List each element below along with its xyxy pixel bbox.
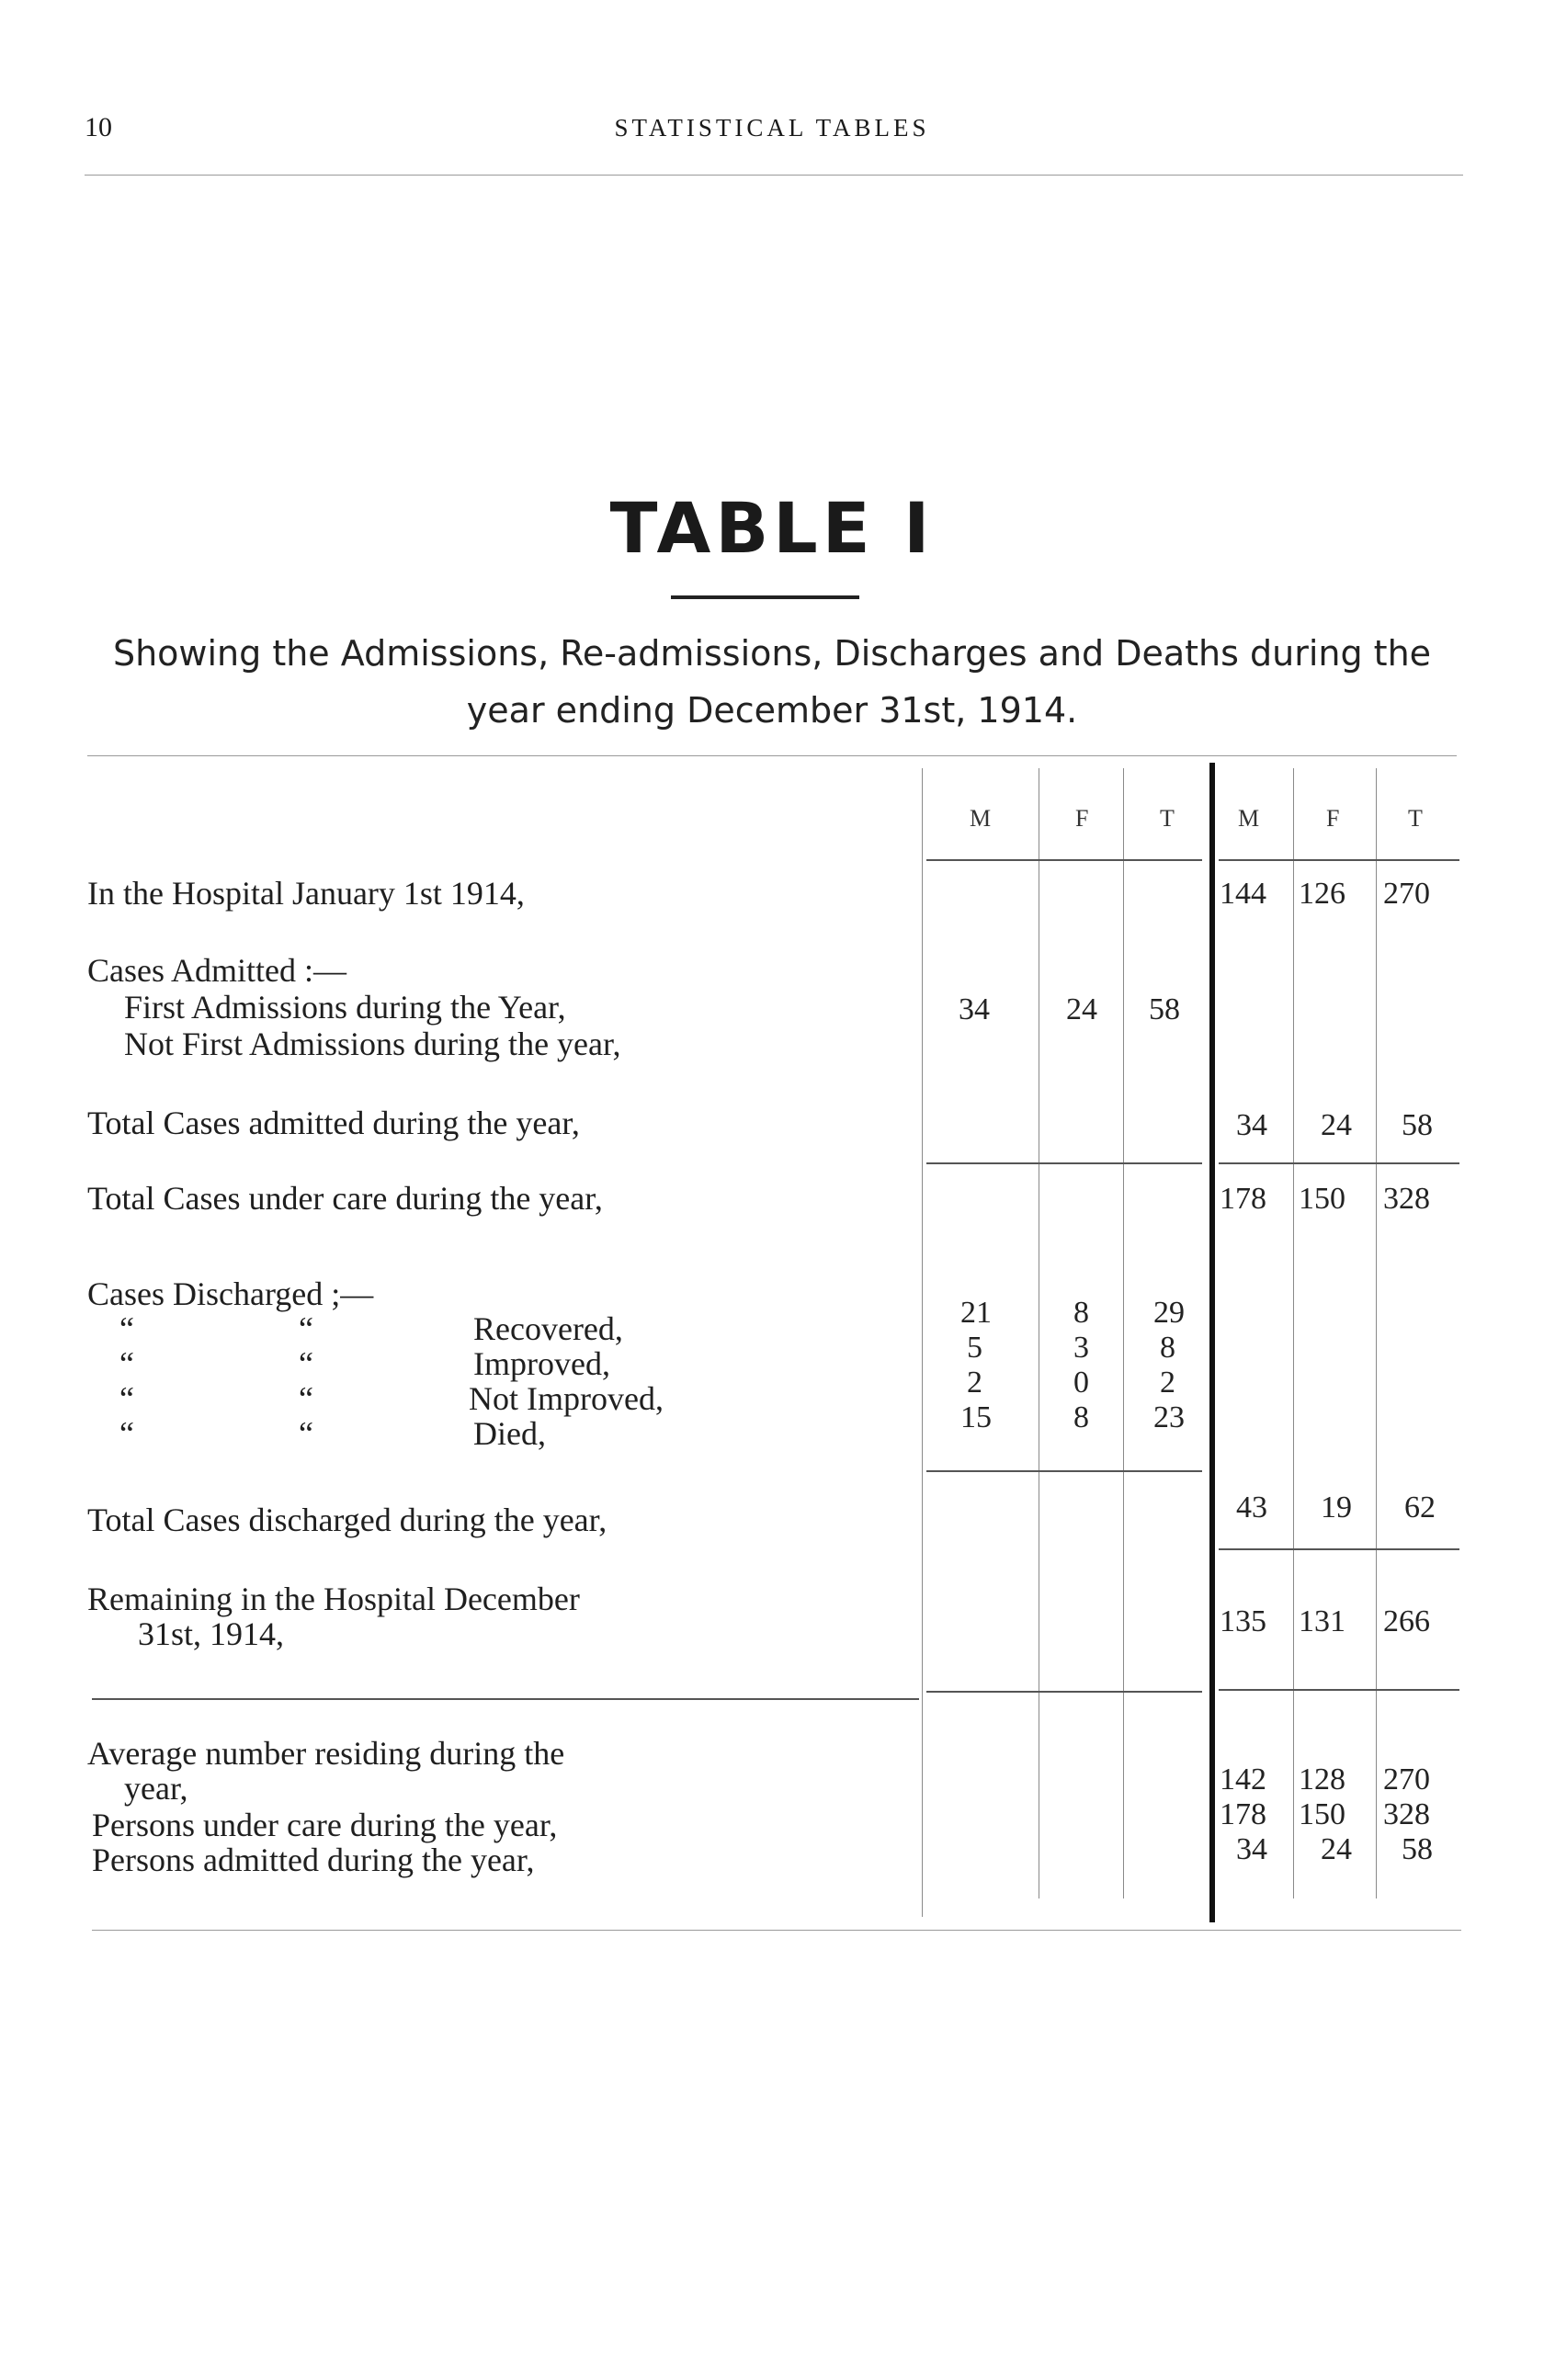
died-m: 15 xyxy=(960,1400,992,1434)
improved-t: 8 xyxy=(1160,1331,1175,1365)
rule-under-admitted-right xyxy=(1219,1162,1459,1164)
col-divider-m2 xyxy=(1293,768,1294,1898)
discharged-f: 19 xyxy=(1321,1490,1352,1524)
running-title: STATISTICAL TABLES xyxy=(614,114,930,142)
persons-care-m: 178 xyxy=(1220,1797,1266,1831)
died-t: 23 xyxy=(1153,1400,1185,1434)
header-underline-left xyxy=(926,859,1202,861)
remaining-m: 135 xyxy=(1220,1604,1266,1638)
row-label-total-admitted: Total Cases admitted during the year, xyxy=(87,1105,580,1141)
average-m: 142 xyxy=(1220,1762,1266,1796)
not-improved-f: 0 xyxy=(1073,1366,1089,1400)
table-bottom-rule xyxy=(92,1930,1461,1931)
row-label-persons-admitted: Persons admitted during the year, xyxy=(92,1842,535,1878)
col-header-m2: M xyxy=(1238,805,1260,832)
subtitle-line-2: year ending December 31st, 1914. xyxy=(466,690,1078,731)
row-label-recovered: Recovered, xyxy=(473,1310,623,1347)
rule-under-admitted-left xyxy=(926,1162,1202,1164)
col-divider-f1 xyxy=(1123,768,1124,1898)
rule-separator-right xyxy=(1219,1689,1459,1691)
page-number: 10 xyxy=(85,112,112,142)
ditto-mark: “ xyxy=(299,1415,313,1452)
total-admitted-f: 24 xyxy=(1321,1108,1352,1142)
persons-care-f: 150 xyxy=(1299,1797,1345,1831)
in-hospital-t: 270 xyxy=(1383,877,1430,911)
row-label-not-first-admissions: Not First Admissions during the year, xyxy=(124,1026,621,1062)
remaining-f: 131 xyxy=(1299,1604,1345,1638)
ditto-mark: “ xyxy=(119,1380,134,1417)
row-label-not-improved: Not Improved, xyxy=(469,1380,664,1417)
subtitle-line-1: Showing the Admissions, Re-admissions, Discharges and Deaths during the xyxy=(112,633,1432,674)
recovered-m: 21 xyxy=(960,1296,992,1330)
row-label-total-under-care: Total Cases under care during the year, xyxy=(87,1180,603,1217)
row-label-average: Average number residing during the xyxy=(87,1735,565,1772)
remaining-t: 266 xyxy=(1383,1604,1430,1638)
row-label-first-admissions: First Admissions during the Year, xyxy=(124,989,566,1026)
row-heading-cases-admitted: Cases Admitted :— xyxy=(87,952,346,989)
col-header-f1: F xyxy=(1075,805,1089,832)
row-label-total-discharged: Total Cases discharged during the year, xyxy=(87,1502,607,1538)
ditto-mark: “ xyxy=(119,1415,134,1452)
row-label-remaining-date: 31st, 1914, xyxy=(138,1615,285,1652)
under-care-m: 178 xyxy=(1220,1182,1266,1216)
persons-admitted-f: 24 xyxy=(1321,1832,1352,1866)
rule-under-discharged xyxy=(926,1470,1202,1472)
ditto-mark: “ xyxy=(299,1380,313,1417)
recovered-f: 8 xyxy=(1073,1296,1089,1330)
table-top-rule xyxy=(87,755,1457,756)
row-label-improved: Improved, xyxy=(473,1345,610,1382)
col-divider-f2 xyxy=(1376,768,1377,1898)
persons-admitted-t: 58 xyxy=(1402,1832,1433,1866)
under-care-f: 150 xyxy=(1299,1182,1345,1216)
average-t: 270 xyxy=(1383,1762,1430,1796)
admitted-m: 34 xyxy=(959,992,990,1026)
rule-separator-left xyxy=(92,1698,919,1700)
rule-separator-middle xyxy=(926,1691,1202,1693)
persons-care-t: 328 xyxy=(1383,1797,1430,1831)
improved-m: 5 xyxy=(967,1331,982,1365)
total-admitted-m: 34 xyxy=(1236,1108,1267,1142)
recovered-t: 29 xyxy=(1153,1296,1185,1330)
in-hospital-f: 126 xyxy=(1299,877,1345,911)
discharged-t: 62 xyxy=(1404,1490,1436,1524)
rule-under-total-discharged xyxy=(1219,1548,1459,1550)
ditto-mark: “ xyxy=(299,1310,313,1347)
ditto-mark: “ xyxy=(119,1310,134,1347)
title-underline xyxy=(671,595,859,599)
header-underline-right xyxy=(1219,859,1459,861)
col-header-t2: T xyxy=(1408,805,1423,832)
row-heading-cases-discharged: Cases Discharged ;— xyxy=(87,1275,374,1312)
ditto-mark: “ xyxy=(299,1345,313,1382)
header-rule xyxy=(85,175,1463,176)
improved-f: 3 xyxy=(1073,1331,1089,1365)
table-title: TABLE I xyxy=(609,487,935,569)
not-improved-t: 2 xyxy=(1160,1366,1175,1400)
col-divider-thick xyxy=(1209,763,1215,1922)
col-divider-label xyxy=(922,768,923,1917)
admitted-t: 58 xyxy=(1149,992,1180,1026)
col-header-f2: F xyxy=(1326,805,1340,832)
col-header-m1: M xyxy=(970,805,992,832)
discharged-m: 43 xyxy=(1236,1490,1267,1524)
total-admitted-t: 58 xyxy=(1402,1108,1433,1142)
persons-admitted-m: 34 xyxy=(1236,1832,1267,1866)
average-f: 128 xyxy=(1299,1762,1345,1796)
under-care-t: 328 xyxy=(1383,1182,1430,1216)
not-improved-m: 2 xyxy=(967,1366,982,1400)
row-label-remaining: Remaining in the Hospital December xyxy=(87,1581,580,1617)
died-f: 8 xyxy=(1073,1400,1089,1434)
col-header-t1: T xyxy=(1160,805,1175,832)
in-hospital-m: 144 xyxy=(1220,877,1266,911)
admitted-f: 24 xyxy=(1066,992,1097,1026)
row-label-persons-under-care: Persons under care during the year, xyxy=(92,1807,558,1843)
row-label-average-year: year, xyxy=(124,1770,188,1807)
table-subtitle xyxy=(83,625,1461,739)
row-label-died: Died, xyxy=(473,1415,546,1452)
row-label-in-hospital: In the Hospital January 1st 1914, xyxy=(87,875,525,912)
ditto-mark: “ xyxy=(119,1345,134,1382)
